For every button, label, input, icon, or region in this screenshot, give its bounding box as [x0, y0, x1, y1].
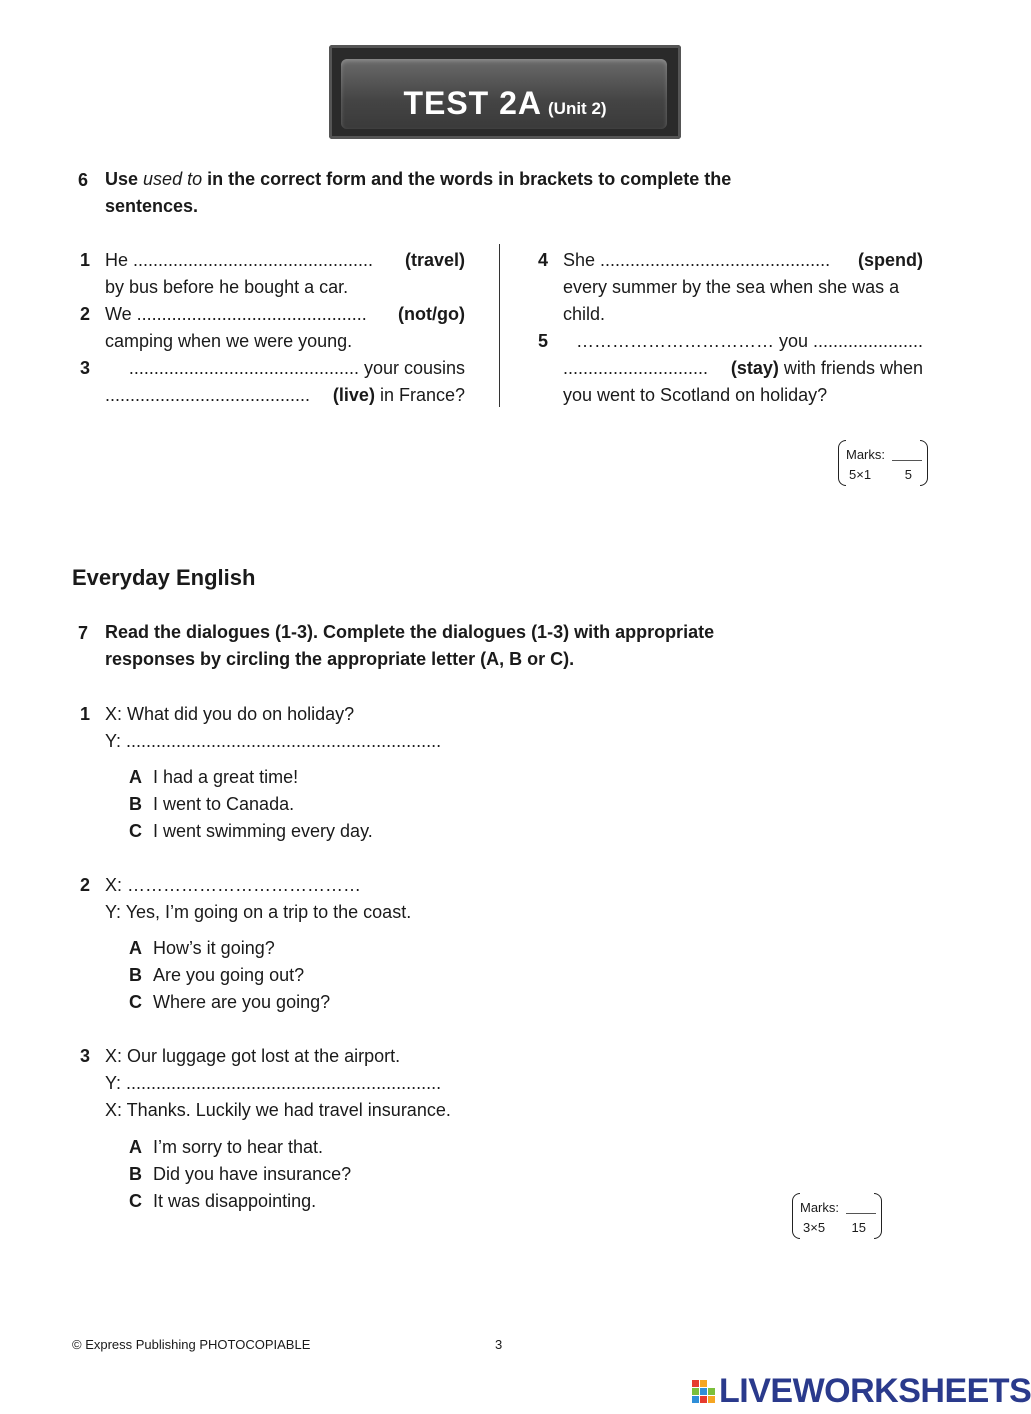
item-number: 1	[80, 704, 91, 724]
dialogue-3: X: Our luggage got lost at the airport. Y: ............................................................... X: Thanks. Luckily we had travel insurance.	[105, 1046, 451, 1120]
option-a[interactable]: A How’s it going?	[129, 938, 275, 958]
option-c[interactable]: C Where are you going?	[129, 992, 331, 1012]
option-a[interactable]: A I’m sorry to hear that.	[129, 1137, 324, 1157]
option-c[interactable]: C I went swimming every day.	[129, 821, 373, 841]
dialogue-1-options	[129, 764, 373, 845]
option-b[interactable]: B I went to Canada.	[129, 794, 295, 814]
section-title: Everyday English	[72, 565, 256, 590]
title-banner	[329, 45, 681, 139]
liveworksheets-logo-icon	[692, 1380, 716, 1404]
item-number: 5	[538, 331, 549, 351]
marks-box: Marks: 5×1 5	[838, 440, 928, 486]
liveworksheets-logo	[692, 1372, 1031, 1411]
dialogue-2-options	[129, 935, 330, 1016]
item-number: 1	[80, 250, 91, 270]
item-number: 3	[80, 1046, 91, 1066]
exercise-6-instructions: Use used to in the correct form and the words in brackets to complete the sentences.	[105, 169, 732, 216]
exercise-7-number: 7	[78, 623, 89, 643]
unit-label: (Unit 2)	[548, 99, 607, 118]
sentence-2: We .............................................. (not/go) camping when we were young.	[105, 304, 465, 351]
item-number: 2	[80, 304, 91, 324]
liveworksheets-wordmark: LIVEWORKSHEETS	[719, 1372, 1031, 1410]
sentence-1: He ................................................ (travel) by bus before he bought a car.	[105, 250, 465, 297]
sentence-4: She .............................................. (spend) every summer by the sea when she was a child.	[563, 250, 923, 324]
marks-box: Marks: 3×5 15	[792, 1193, 882, 1239]
page-number: 3	[495, 1337, 503, 1352]
test-title: TEST 2A	[403, 85, 543, 121]
option-a[interactable]: A I had a great time!	[129, 767, 299, 787]
exercise-6-number: 6	[78, 170, 89, 190]
dialogue-3-options	[129, 1134, 351, 1215]
item-number: 4	[538, 250, 549, 270]
option-b[interactable]: B Are you going out?	[129, 965, 305, 985]
option-b[interactable]: B Did you have insurance?	[129, 1164, 352, 1184]
sentence-3: .............................................. your cousins ......................................... (live) in France?	[105, 358, 465, 405]
dialogue-2: X: ………………………………… Y: Yes, I’m going on a trip to the coast.	[105, 875, 412, 922]
dialogue-1: X: What did you do on holiday? Y: ...............................................................	[105, 704, 442, 751]
option-c[interactable]: C It was disappointing.	[129, 1191, 317, 1211]
copyright-notice: © Express Publishing PHOTOCOPIABLE	[72, 1337, 311, 1352]
exercise-7-instructions: Read the dialogues (1-3). Complete the dialogues (1-3) with appropriate responses by circling the appropriate letter (A, B or C).	[105, 622, 715, 669]
item-number: 2	[80, 875, 91, 895]
column-divider	[499, 244, 500, 407]
sentence-5: …………………………… you ...................... ............................. (stay) with friends when you went to Scotland on holiday?	[563, 331, 923, 405]
item-number: 3	[80, 358, 91, 378]
